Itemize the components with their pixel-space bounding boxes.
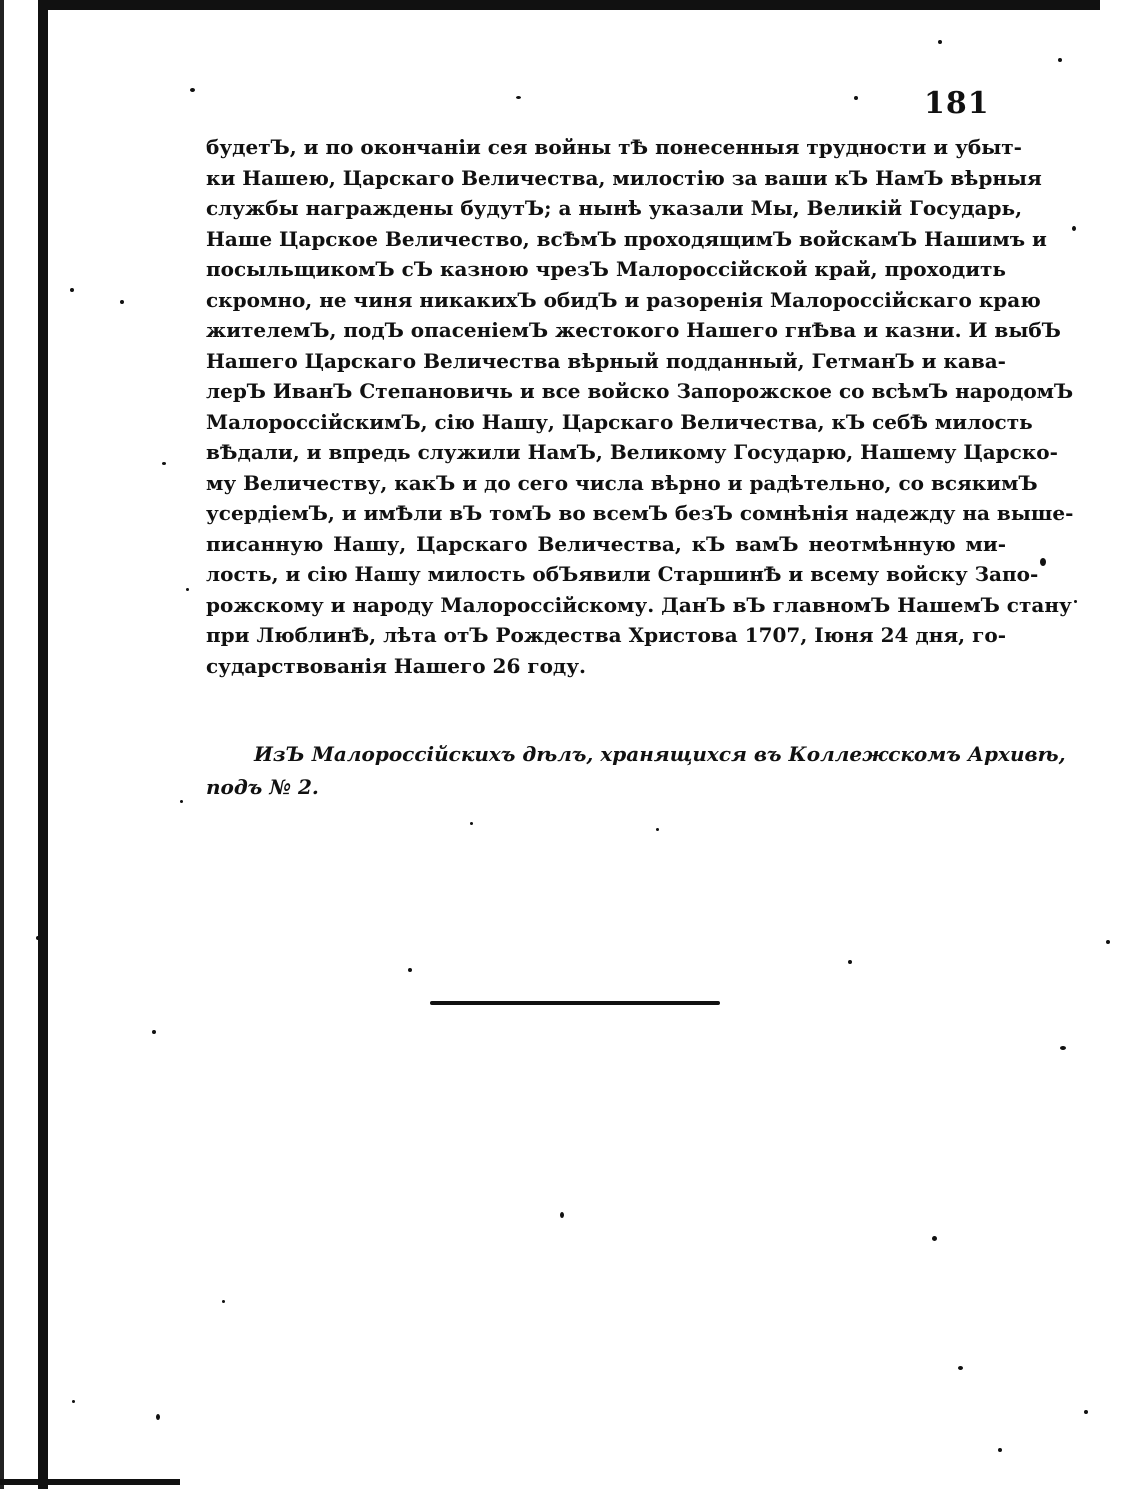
body-line: писанную Нашу, Царскаго Величества, кЪ вамЪ неотмѣнную ми-	[206, 531, 1006, 556]
body-line: Нашего Царскаго Величества вѣрный подданный, ГетманЪ и кава-	[206, 348, 1006, 373]
scan-speck	[152, 1030, 156, 1034]
scan-speck	[180, 800, 183, 803]
body-line: при ЛюблинѢ, лѣта отЪ Рождества Христова 1707, Iюня 24 дня, го-	[206, 623, 1006, 647]
body-line: службы награждены будутЪ; а нынѣ указали Мы, Великiй Государь,	[206, 196, 1023, 220]
body-line: жителемЪ, подЪ опасенiемЪ жестокого Нашего гнѢва и казни. И выбЪ	[206, 318, 1061, 342]
body-line: скромно, не чиня никакихЪ обидЪ и разоренiя Малороссiйскаго краю	[206, 287, 1041, 312]
page-number: 181	[924, 86, 990, 121]
scan-speck	[560, 1212, 564, 1218]
scan-speck	[1074, 600, 1077, 603]
body-line: усердiемЪ, и имѢли вЪ томЪ во всемЪ безЪ сомнѣнiя надежду на выше-	[206, 501, 1074, 525]
scan-speck	[1060, 1046, 1066, 1050]
scan-speck	[1106, 940, 1110, 944]
scan-speck	[222, 1300, 225, 1303]
source-note	[206, 738, 1066, 804]
body-line: Наше Царское Величество, всѢмЪ проходящимЪ войскамЪ Нашимъ и	[206, 226, 1047, 251]
scan-speck	[938, 40, 942, 44]
scan-speck	[958, 1366, 963, 1370]
scan-speck	[186, 588, 189, 591]
body-line: рожскому и народу Малороссiйскому. ДанЪ вЪ главномЪ НашемЪ стану	[206, 592, 1072, 617]
scan-speck	[1040, 558, 1046, 566]
scan-speck	[190, 88, 195, 92]
top-edge	[48, 0, 1100, 10]
scan-speck	[1058, 58, 1062, 62]
scan-speck	[408, 968, 412, 972]
body-line: МалороссiйскимЪ, сiю Нашу, Царскаго Величества, кЪ себѢ милость	[206, 409, 1033, 434]
scan-speck	[516, 96, 521, 99]
scan-speck	[848, 960, 852, 964]
binding-edge	[38, 0, 48, 1489]
body-line: лость, и сiю Нашу милость обЪявили СтаршинѢ и всему войску Запо-	[206, 562, 1039, 586]
scan-speck	[70, 288, 74, 292]
scan-speck	[72, 1400, 75, 1403]
page-edge-shadow	[0, 0, 4, 1489]
body-line: сударствованiя Нашего 26 году.	[206, 653, 587, 678]
scan-speck	[854, 96, 858, 100]
body-line: будетЪ, и по окончанiи сея войны тѢ понесенныя трудности и убыт-	[206, 135, 1022, 159]
scan-speck	[36, 936, 40, 940]
scan-speck	[120, 300, 124, 304]
scan-speck	[162, 462, 166, 465]
scan-speck	[470, 822, 473, 825]
scan-speck	[156, 1414, 160, 1420]
body-line: лерЪ ИванЪ Степановичь и все войско Запорожское со всѣмЪ народомЪ	[206, 379, 1074, 403]
body-text	[206, 132, 1074, 681]
source-note-line: ИзЪ Малороссiйскихъ дѣлъ, хранящихся въ Коллежскомъ Архивѣ,	[254, 742, 1066, 766]
scan-speck	[998, 1448, 1002, 1452]
body-line: му Величеству, какЪ и до сего числа вѣрно и радѣтельно, со всякимЪ	[206, 470, 1038, 495]
body-line: посыльщикомЪ сЪ казною чрезЪ Малороссiйской край, проходить	[206, 257, 1006, 281]
body-line: вѢдали, и впредь служили НамЪ, Великому Государю, Нашему Царско-	[206, 440, 1058, 464]
scan-speck	[1084, 1410, 1088, 1414]
scan-speck	[656, 828, 659, 831]
scan-speck	[1072, 226, 1076, 231]
body-line: ки Нашею, Царскаго Величества, милостiю за ваши кЪ НамЪ вѣрныя	[206, 165, 1042, 190]
source-note-line: подъ № 2.	[206, 775, 319, 799]
end-rule	[430, 1001, 720, 1005]
scan-speck	[932, 1236, 937, 1241]
bottom-edge	[0, 1479, 180, 1485]
